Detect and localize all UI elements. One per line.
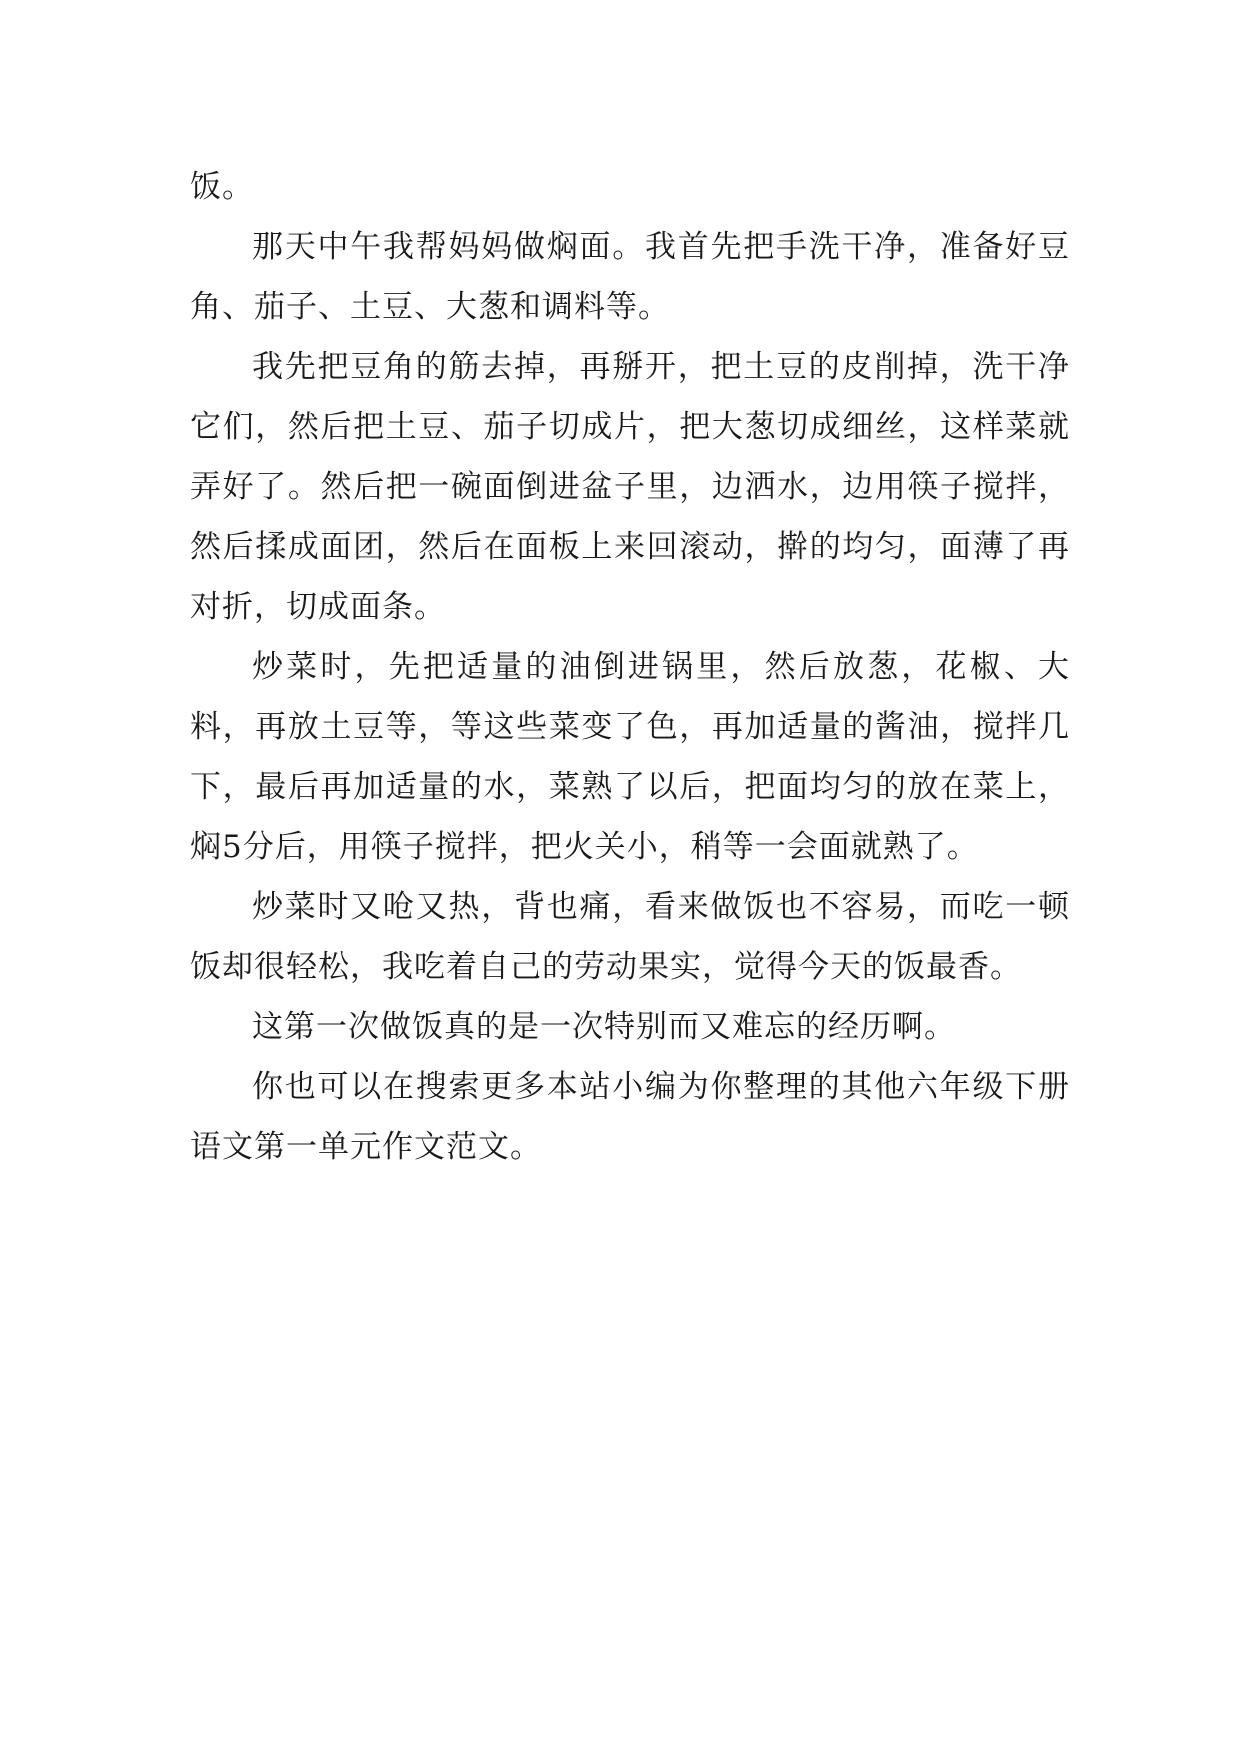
essay-body — [190, 157, 1070, 1177]
paragraph-footer-note: 你也可以在搜索更多本站小编为你整理的其他六年级下册语文第一单元作文范文。 — [190, 1069, 1070, 1165]
paragraph-preparation: 那天中午我帮妈妈做焖面。我首先把手洗干净，准备好豆角、茄子、土豆、大葱和调料等。 — [190, 229, 1070, 325]
paragraph-cooking: 炒菜时，先把适量的油倒进锅里，然后放葱，花椒、大料，再放土豆等，等这些菜变了色，再加适量的酱油，搅拌几下，最后再加适量的水，菜熟了以后，把面均匀的放在菜上，焖5分后，用筷子搅拌，把火关小，稍等一会面就熟了。 — [190, 649, 1070, 865]
paragraph-continuation: 饭。 — [190, 169, 254, 205]
paragraph-conclusion: 这第一次做饭真的是一次特别而又难忘的经历啊。 — [252, 1009, 956, 1045]
paragraph-reflection: 炒菜时又呛又热，背也痛，看来做饭也不容易，而吃一顿饭却很轻松，我吃着自己的劳动果实，觉得今天的饭最香。 — [190, 889, 1070, 985]
paragraph-cutting: 我先把豆角的筋去掉，再掰开，把土豆的皮削掉，洗干净它们，然后把土豆、茄子切成片，把大葱切成细丝，这样菜就弄好了。然后把一碗面倒进盆子里，边洒水，边用筷子搅拌，然后揉成面团，然后在面板上来回滚动，擀的均匀，面薄了再对折，切成面条。 — [190, 349, 1070, 625]
